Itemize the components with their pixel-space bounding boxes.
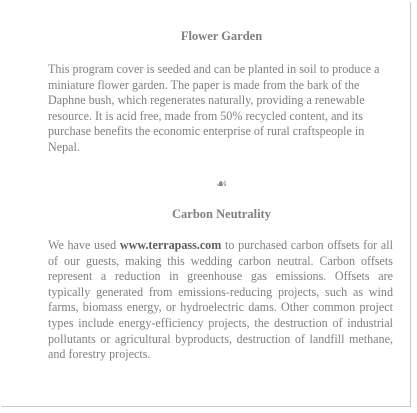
section-heading-carbon-neutrality: Carbon Neutrality <box>172 207 271 221</box>
section-body-flower-garden: This program cover is seeded and can be planted in soil to produce a miniature flower garden. The paper is made from the bark of the Daphne bush, which regenerates naturally, providing a renewable resource. It is acid free, made from 50% recycled content, and its purchase benefits the economic enterprise of rural craftspeople in Nepal. <box>48 62 380 154</box>
body-text-start: We have used <box>48 238 120 252</box>
body-text-rest: to purchased carbon offsets for all of our guests, making this wedding carbon neutral. Carbon offsets represent a reduction in greenhouse gas emissions. Offsets are typically generated from emissions-reducing projects, such as wind farms, biomass energy, or hydroelectric dams. Other common project types include energy-efficiency projects, the destruction of industrial pollutants or agricultural byproducts, destruction of landfill methane, and forestry projects. <box>48 238 393 362</box>
floral-heart-icon: ☙ <box>215 176 228 191</box>
section-body-carbon-neutrality <box>48 238 393 363</box>
section-heading-flower-garden: Flower Garden <box>180 29 263 43</box>
terrapass-link[interactable]: www.terrapass.com <box>119 238 222 252</box>
document-page <box>2 2 411 407</box>
